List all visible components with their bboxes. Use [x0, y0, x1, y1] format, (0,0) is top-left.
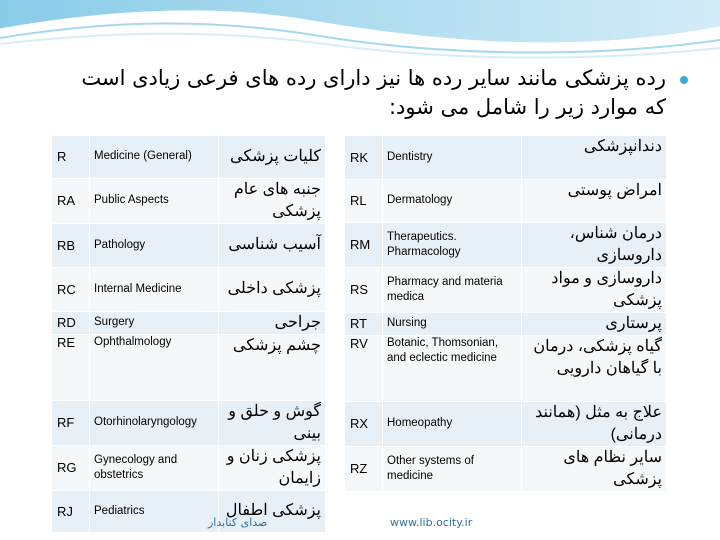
- persian-name: جنبه های عام پزشکی: [219, 178, 326, 223]
- english-name: Internal Medicine: [90, 267, 219, 311]
- english-name: Public Aspects: [90, 178, 219, 223]
- table-row: [345, 222, 667, 267]
- intro-bullet: [60, 64, 680, 122]
- class-code: RB: [52, 223, 90, 267]
- persian-name: داروسازی و مواد پزشکی: [522, 267, 667, 312]
- persian-name: درمان شناس، داروسازی: [522, 222, 667, 267]
- table-row: [52, 400, 326, 445]
- header-wave-decoration: [0, 0, 720, 70]
- english-name: Pathology: [90, 223, 219, 267]
- class-code: RC: [52, 267, 90, 311]
- persian-name: پزشکی اطفال: [219, 490, 326, 532]
- footer-url[interactable]: www.lib.ocity.ir: [390, 516, 473, 529]
- persian-name: کلیات پزشکی: [219, 136, 326, 178]
- class-code: RK: [345, 136, 383, 179]
- english-name: Dermatology: [383, 179, 522, 222]
- table-row: [52, 445, 326, 490]
- class-code: R: [52, 136, 90, 178]
- table-row: [345, 401, 667, 446]
- right-classification-table: [345, 136, 667, 492]
- class-code: RZ: [345, 446, 383, 491]
- persian-name: چشم پزشکی: [219, 334, 326, 400]
- class-code: RG: [52, 445, 90, 490]
- table-row: [52, 223, 326, 267]
- english-name: Gynecology and obstetrics: [90, 445, 219, 490]
- table-row: [345, 136, 667, 179]
- english-name: Surgery: [90, 311, 219, 334]
- table-row: [345, 267, 667, 312]
- table-row: [52, 334, 326, 400]
- persian-name: پزشکی زنان و زایمان: [219, 445, 326, 490]
- persian-name: امراض پوستی: [522, 179, 667, 222]
- english-name: Other systems of medicine: [383, 446, 522, 491]
- english-name: Ophthalmology: [90, 334, 219, 400]
- class-code: RJ: [52, 490, 90, 532]
- persian-name: علاج به مثل (همانند درمانی): [522, 401, 667, 446]
- slide-heading: رده پزشکی مانند سایر رده ها نیز دارای رده های فرعی زیادی است که موارد زیر را شامل می شود:: [81, 66, 666, 119]
- english-name: Therapeutics. Pharmacology: [383, 222, 522, 267]
- class-code: RS: [345, 267, 383, 312]
- english-name: Dentistry: [383, 136, 522, 179]
- table-row: [52, 178, 326, 223]
- persian-name: آسیب شناسی: [219, 223, 326, 267]
- persian-name: سایر نظام های پزشکی: [522, 446, 667, 491]
- class-code: RE: [52, 334, 90, 400]
- bullet-dot-icon: [680, 76, 688, 84]
- footer-site-name: صدای کتابدار: [208, 516, 268, 529]
- persian-name: جراحی: [219, 311, 326, 334]
- class-code: RV: [345, 335, 383, 401]
- class-code: RL: [345, 179, 383, 222]
- persian-name: گوش و حلق و بینی: [219, 400, 326, 445]
- class-code: RF: [52, 400, 90, 445]
- persian-name: دندانپزشکی: [522, 136, 667, 179]
- class-code: RD: [52, 311, 90, 334]
- persian-name: پرستاری: [522, 312, 667, 335]
- english-name: Botanic, Thomsonian, and eclectic medicine: [383, 335, 522, 401]
- class-code: RT: [345, 312, 383, 335]
- persian-name: پزشکی داخلی: [219, 267, 326, 311]
- english-name: Homeopathy: [383, 401, 522, 446]
- table-row: [52, 311, 326, 334]
- left-classification-table: [52, 136, 326, 533]
- english-name: Otorhinolaryngology: [90, 400, 219, 445]
- english-name: Pediatrics: [90, 490, 219, 532]
- class-code: RA: [52, 178, 90, 223]
- table-row: [345, 179, 667, 222]
- english-name: Pharmacy and materia medica: [383, 267, 522, 312]
- table-row: [345, 335, 667, 401]
- table-row: [52, 136, 326, 178]
- persian-name: گیاه پزشکی، درمان با گیاهان دارویی: [522, 335, 667, 401]
- class-code: RX: [345, 401, 383, 446]
- english-name: Nursing: [383, 312, 522, 335]
- table-row: [52, 490, 326, 532]
- english-name: Medicine (General): [90, 136, 219, 178]
- table-row: [345, 312, 667, 335]
- table-row: [52, 267, 326, 311]
- table-row: [345, 446, 667, 491]
- class-code: RM: [345, 222, 383, 267]
